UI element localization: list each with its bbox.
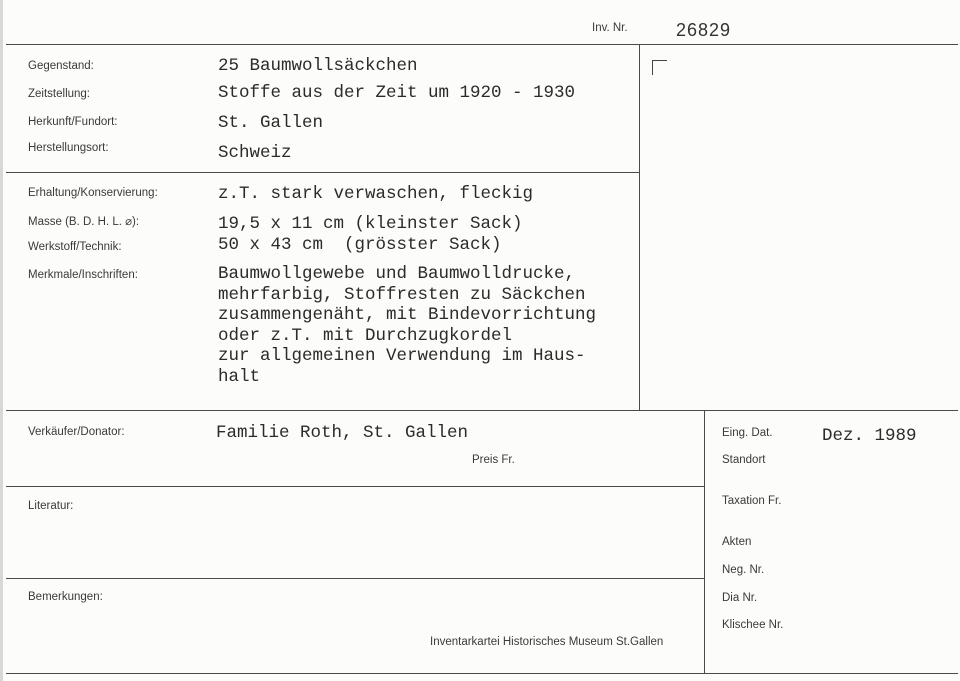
- zeitstellung-value: Stoffe aus der Zeit um 1920 - 1930: [218, 83, 576, 103]
- zeitstellung-label: Zeitstellung:: [28, 88, 91, 100]
- card-edge: [0, 0, 3, 681]
- klischee-nr-label: Klischee Nr.: [722, 619, 784, 631]
- herstellungsort-label: Herstellungsort:: [28, 142, 109, 154]
- herkunft-value: St. Gallen: [218, 113, 324, 133]
- standort-label: Standort: [722, 454, 766, 466]
- dia-nr-label: Dia Nr.: [722, 592, 758, 604]
- bottom-rule: [6, 673, 958, 674]
- erhaltung-value: z.T. stark verwaschen, fleckig: [218, 184, 534, 204]
- merkmale-text: [218, 264, 596, 387]
- herstellungsort-value: Schweiz: [218, 143, 292, 163]
- herkunft-label: Herkunft/Fundort:: [28, 116, 118, 128]
- corner-mark: [652, 60, 667, 75]
- erhaltung-label: Erhaltung/Konservierung:: [28, 187, 158, 199]
- taxation-label: Taxation Fr.: [722, 495, 782, 507]
- inv-nr-value: 26829: [676, 20, 732, 40]
- merkmale-line: Baumwollgewebe und Baumwolldrucke,: [218, 264, 576, 284]
- merkmale-label: Merkmale/Inschriften:: [28, 269, 138, 281]
- top-rule: [6, 44, 958, 45]
- werkstoff-label: Werkstoff/Technik:: [28, 241, 122, 253]
- bemerkungen-label: Bemerkungen:: [28, 591, 103, 603]
- inv-nr-label: Inv. Nr.: [592, 22, 628, 34]
- right-divider-lower: [704, 410, 705, 673]
- neg-nr-label: Neg. Nr.: [722, 564, 765, 576]
- section-rule-4: [6, 578, 704, 579]
- right-divider-upper: [639, 44, 640, 410]
- verkaeufer-value: Familie Roth, St. Gallen: [216, 423, 469, 443]
- eing-dat-value: Dez. 1989: [822, 426, 917, 446]
- footer-text: Inventarkartei Historisches Museum St.Gallen: [430, 636, 664, 648]
- merkmale-line: halt: [218, 366, 261, 387]
- werkstoff-value: 50 x 43 cm (grösster Sack): [218, 235, 502, 255]
- merkmale-line: mehrfarbig, Stoffresten zu Säckchen: [218, 284, 586, 305]
- masse-value: 19,5 x 11 cm (kleinster Sack): [218, 214, 523, 234]
- gegenstand-label: Gegenstand:: [28, 60, 94, 72]
- verkaeufer-label: Verkäufer/Donator:: [28, 426, 125, 438]
- literatur-label: Literatur:: [28, 500, 74, 512]
- section-rule-1: [6, 172, 640, 173]
- akten-label: Akten: [722, 536, 752, 548]
- section-rule-2: [6, 410, 958, 411]
- gegenstand-value: 25 Baumwollsäckchen: [218, 56, 418, 76]
- preis-label: Preis Fr.: [472, 454, 515, 466]
- merkmale-line: oder z.T. mit Durchzugkordel: [218, 325, 513, 346]
- masse-label: Masse (B. D. H. L. ⌀):: [28, 216, 140, 228]
- merkmale-line: zur allgemeinen Verwendung im Haus-: [218, 346, 586, 366]
- eing-dat-label: Eing. Dat.: [722, 427, 773, 439]
- merkmale-line: zusammengenäht, mit Bindevorrichtung: [218, 305, 597, 325]
- section-rule-3: [6, 486, 704, 487]
